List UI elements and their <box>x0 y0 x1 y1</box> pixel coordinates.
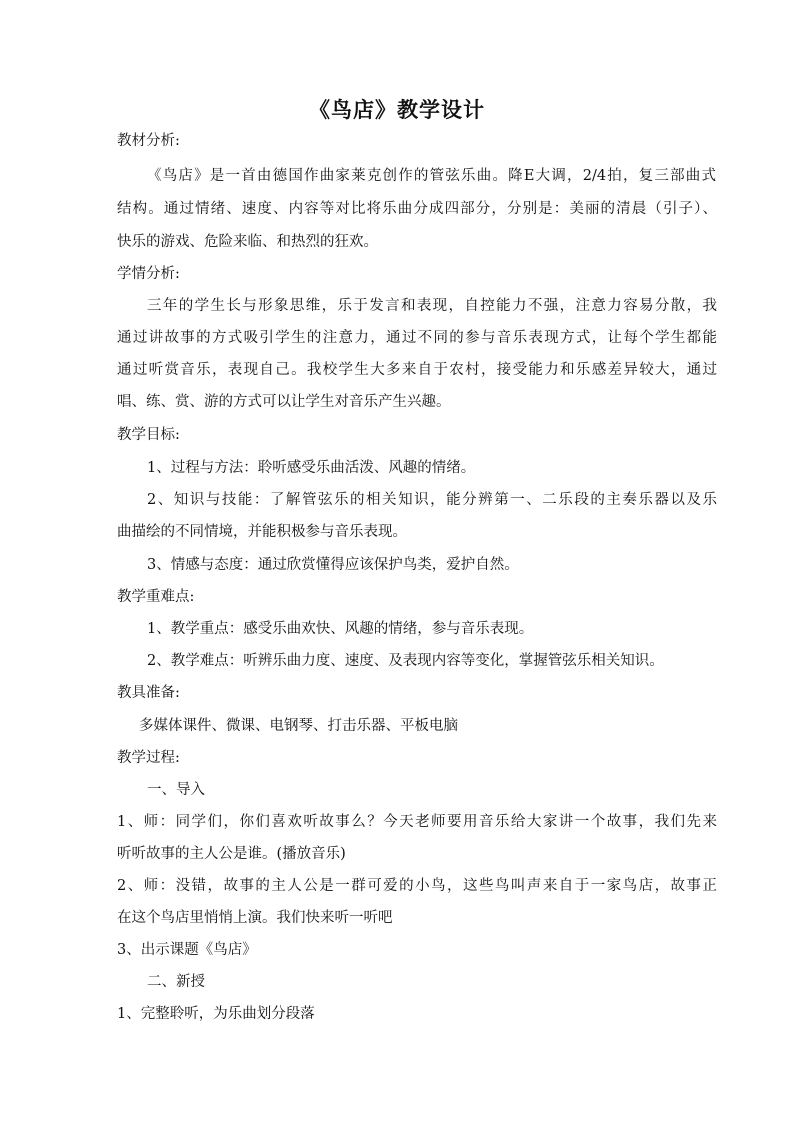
paragraph-line: 通过听赏音乐，表现自己。我校学生大多来自于农村，接受能力和乐感差异较大，通过 <box>117 362 717 378</box>
paragraph-line: 通过讲故事的方式吸引学生的注意力，通过不同的参与音乐表现方式，让每个学生都能 <box>117 330 717 346</box>
document-title: 《鸟店》教学设计 <box>309 97 485 122</box>
paragraph-line: 快乐的游戏、危险来临、和热烈的狂欢。 <box>117 234 378 250</box>
paragraph-line: 结构。通过情绪、速度、内容等对比将乐曲分成四部分，分别是：美丽的清晨（引子）、 <box>117 201 717 217</box>
paragraph-line: 《鸟店》是一首由德国作曲家莱克创作的管弦乐曲。降E大调，2/4拍，复三部曲式 <box>147 168 716 184</box>
section-heading-material: 教材分析: <box>117 133 180 149</box>
goal-item: 1、过程与方法：聆听感受乐曲活泼、风趣的情绪。 <box>147 460 476 476</box>
paragraph-line: 三年的学生长与形象思维，乐于发言和表现，自控能力不强，注意力容易分散，我 <box>147 298 717 314</box>
keypoint-item: 1、教学重点：感受乐曲欢快、风趣的情绪，参与音乐表现。 <box>147 621 534 637</box>
goal-item: 2、知识与技能：了解管弦乐的相关知识，能分辨第一、二乐段的主奏乐器以及乐 <box>147 492 717 508</box>
goal-item: 3、情感与态度：通过欣赏懂得应该保护鸟类，爱护自然。 <box>147 557 519 573</box>
section-heading-process: 教学过程: <box>117 750 180 766</box>
section-heading-goals: 教学目标: <box>117 427 180 443</box>
process-step-title: 一、导入 <box>147 782 205 798</box>
process-line: 1、完整聆听，为乐曲划分段落 <box>117 1006 315 1022</box>
process-line: 3、出示课题《鸟店》 <box>117 942 257 958</box>
process-line: 1、师：同学们，你们喜欢听故事么？今天老师要用音乐给大家讲一个故事，我们先来 <box>117 814 717 830</box>
section-heading-students: 学情分析: <box>117 266 180 282</box>
section-heading-tools: 教具准备: <box>117 685 180 701</box>
keypoint-item: 2、教学难点：听辨乐曲力度、速度、及表现内容等变化，掌握管弦乐相关知识。 <box>147 653 664 669</box>
process-line: 听听故事的主人公是谁。(播放音乐) <box>117 846 346 862</box>
paragraph-line: 唱、练、赏、游的方式可以让学生对音乐产生兴趣。 <box>117 394 451 410</box>
process-line: 2、师：没错，故事的主人公是一群可爱的小鸟，这些鸟叫声来自于一家鸟店，故事正 <box>117 878 717 894</box>
process-line: 在这个鸟店里悄悄上演。我们快来听一听吧 <box>117 910 393 926</box>
section-heading-keypoints: 教学重难点: <box>117 589 195 605</box>
process-step-title: 二、新授 <box>147 974 205 990</box>
goal-item-continued: 曲描绘的不同情境，并能积极参与音乐表现。 <box>117 524 407 540</box>
tools-list: 多媒体课件、微课、电钢琴、打击乐器、平板电脑 <box>139 718 458 734</box>
